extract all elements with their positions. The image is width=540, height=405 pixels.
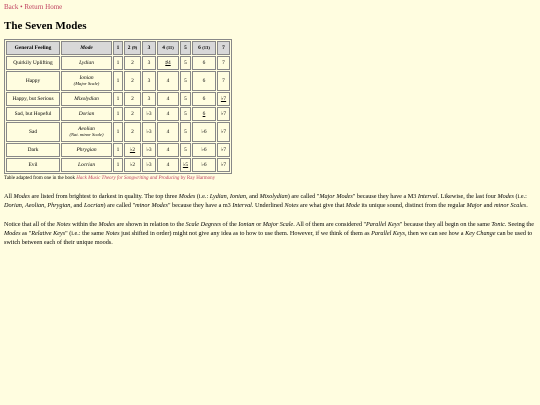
term-relative-keys: Relative Keys <box>31 230 66 237</box>
header-degree-3: 3 <box>142 41 156 55</box>
degree-cell: 4 <box>157 71 179 91</box>
term-modes: Modes <box>13 193 30 200</box>
term-interval: Interval <box>232 202 252 209</box>
degree-cell: 5 <box>180 56 191 70</box>
text: All <box>4 193 12 200</box>
table-row <box>6 92 230 106</box>
text: " because they have a m3 <box>167 202 231 209</box>
mode-cell <box>61 71 112 91</box>
degree-cell: 1 <box>113 143 123 157</box>
text: . Underlined <box>251 202 283 209</box>
header-degree-13-label: (13) <box>202 44 210 50</box>
mode-name: Lydian <box>79 59 94 66</box>
term-lydian: Lydian <box>209 193 227 200</box>
header-degree-6 <box>192 41 216 55</box>
degree-cell: 3 <box>142 71 156 91</box>
header-degree-2-label: 2 <box>127 44 131 51</box>
table-caption <box>4 175 536 182</box>
text: of the <box>222 221 237 228</box>
text: Notice that all of the <box>4 221 55 228</box>
table-row <box>6 56 230 70</box>
feeling-cell: Happy <box>6 71 60 91</box>
characteristic-note: 6 <box>202 110 206 117</box>
degree-cell: 4 <box>157 158 179 172</box>
degree-cell: 6 <box>192 92 216 106</box>
mode-cell <box>61 92 112 106</box>
term-major-modes: Major Modes <box>319 193 353 200</box>
degree-cell: ♭3 <box>142 122 156 142</box>
degree-cell: 2 <box>124 56 141 70</box>
degree-cell: ♭7 <box>217 143 230 157</box>
mode-subtitle: (Nat. minor Scale) <box>69 132 104 138</box>
paragraph-modes-quality <box>4 192 534 210</box>
text: , <box>226 193 229 200</box>
degree-cell: 5 <box>180 143 191 157</box>
text: as " <box>22 230 32 237</box>
header-degree-2 <box>124 41 141 55</box>
degree-cell: 5 <box>180 92 191 106</box>
term-dorian: Dorian <box>4 202 22 209</box>
degree-cell: 4 <box>157 122 179 142</box>
feeling-cell: Dark <box>6 143 60 157</box>
characteristic-note: ♯4 <box>165 59 171 66</box>
degree-cell: 4 <box>157 92 179 106</box>
paragraph-parallel-keys <box>4 220 534 247</box>
table-row <box>6 143 230 157</box>
text: are what give that <box>300 202 345 209</box>
text: , then we can see how a <box>404 230 464 237</box>
degree-cell: ♭7 <box>217 107 230 121</box>
term-major: Major <box>466 202 483 209</box>
text: , and <box>70 202 83 209</box>
term-notes: Notes <box>56 221 71 228</box>
term-modes: Modes <box>4 230 21 237</box>
degree-cell: 2 <box>124 107 141 121</box>
header-degree-6-label: 6 <box>198 44 201 51</box>
text: its unique sound, distinct from the regular <box>361 202 466 209</box>
table-row <box>6 71 230 91</box>
modes-table <box>4 39 232 174</box>
mode-name: Aeolian <box>78 125 95 132</box>
degree-cell: 4 <box>157 107 179 121</box>
text: are listed from brightest to darkest in quality. The top three <box>31 193 178 200</box>
mode-name: Ionian <box>79 74 94 81</box>
nav-bar <box>4 3 536 12</box>
degree-cell: 2 <box>124 122 141 142</box>
term-locrian: Locrian <box>83 202 104 209</box>
book-author: by Ray Harmony <box>180 176 216 181</box>
degree-cell: ♭7 <box>217 158 230 172</box>
mode-subtitle: (Major Scale) <box>73 81 100 87</box>
degree-cell: 3 <box>142 56 156 70</box>
term-notes: Notes <box>284 202 299 209</box>
text: or <box>256 221 262 228</box>
feeling-cell: Sad, but Hopeful <box>6 107 60 121</box>
degree-cell: 5 <box>180 71 191 91</box>
degree-cell: ♭3 <box>142 158 156 172</box>
degree-cell: ♭7 <box>217 122 230 142</box>
text: just shifted in order) might not give any idea as to how to use them. However, if we think of them as <box>121 230 370 237</box>
return-home-link[interactable]: Return Home <box>24 3 63 11</box>
term-tonic: Tonic <box>491 221 505 228</box>
degree-cell: 1 <box>113 71 123 91</box>
degree-cell: 4 <box>157 143 179 157</box>
degree-cell: 7 <box>217 56 230 70</box>
characteristic-note: ♭7 <box>220 95 227 102</box>
text: can be used to switch between each of their unique moods. <box>4 230 533 246</box>
mode-name: Mixolydian <box>74 95 99 102</box>
header-degree-5: 5 <box>180 41 191 55</box>
page-title: The Seven Modes <box>4 20 87 32</box>
text: ) are called " <box>103 202 136 209</box>
degree-cell: 1 <box>113 107 123 121</box>
header-degree-7: 7 <box>217 41 230 55</box>
degree-cell: 7 <box>217 71 230 91</box>
term-phrygian: Phrygian <box>47 202 71 209</box>
table-row <box>6 122 230 142</box>
text: " because they have a M3 <box>352 193 417 200</box>
degree-cell: 2 <box>124 71 141 91</box>
degree-cell: 1 <box>113 158 123 172</box>
header-degree-9-label: (9) <box>131 44 138 50</box>
text: are shown in relation to the <box>116 221 185 228</box>
degree-cell: 5 <box>180 107 191 121</box>
mode-cell <box>61 158 112 172</box>
feeling-cell: Evil <box>6 158 60 172</box>
term-parallel-keys: Parallel Keys <box>371 230 405 237</box>
term-key-change: Key Change <box>465 230 496 237</box>
mode-cell <box>61 143 112 157</box>
feeling-cell: Sad <box>6 122 60 142</box>
degree-cell <box>180 158 191 172</box>
caption-prefix: Table adapted from one in the book <box>4 176 76 181</box>
feeling-cell: Happy, but Serious <box>6 92 60 106</box>
text: " (i.e.: the same <box>65 230 104 237</box>
header-general-feeling: General Feeling <box>6 41 60 55</box>
degree-cell: ♭3 <box>142 143 156 157</box>
text: within the <box>72 221 97 228</box>
book-title-link[interactable]: Hack Music Theory for Songwriting and Producing <box>76 176 180 181</box>
mode-cell <box>61 56 112 70</box>
text: , <box>44 202 46 209</box>
text: and <box>483 202 493 209</box>
term-interval: Interval <box>417 193 438 200</box>
term-modes: Modes <box>178 193 196 200</box>
mode-name: Locrian <box>77 161 96 168</box>
mode-cell <box>61 107 112 121</box>
degree-cell: 1 <box>113 92 123 106</box>
term-major-scale: Major Scale <box>262 221 294 228</box>
table-row <box>6 107 230 121</box>
term-modes: Modes <box>497 193 514 200</box>
text: ) are called " <box>287 193 320 200</box>
degree-cell: 1 <box>113 122 123 142</box>
degree-cell: 6 <box>192 56 216 70</box>
header-degree-1: 1 <box>113 41 123 55</box>
text: , <box>21 202 24 209</box>
text: . <box>526 202 528 209</box>
feeling-cell: Quirkily Uplifting <box>6 56 60 70</box>
degree-cell <box>124 143 141 157</box>
term-parallel-keys: Parallel Keys <box>366 221 400 228</box>
term-minor-modes: minor Modes <box>135 202 168 209</box>
degree-cell: ♭6 <box>192 122 216 142</box>
degree-cell: ♭3 <box>142 107 156 121</box>
term-modes: Modes <box>98 221 116 228</box>
degree-cell: 1 <box>113 56 123 70</box>
degree-cell: 6 <box>192 71 216 91</box>
header-mode: Mode <box>61 41 112 55</box>
term-ionian: Ionian <box>229 193 246 200</box>
text: " because they all begin on the same <box>399 221 490 228</box>
degree-cell: 5 <box>180 122 191 142</box>
degree-cell: ♭6 <box>192 143 216 157</box>
characteristic-note: ♭2 <box>129 146 136 153</box>
term-scale-degrees: Scale Degrees <box>185 221 221 228</box>
header-degree-11-label: (11) <box>166 44 174 50</box>
header-degree-4 <box>157 41 179 55</box>
term-ionian: Ionian <box>238 221 255 228</box>
table-row <box>6 158 230 172</box>
degree-cell <box>217 92 230 106</box>
degree-cell: ♭6 <box>192 158 216 172</box>
text: . All of them are considered " <box>293 221 366 228</box>
degree-cell <box>192 107 216 121</box>
term-mode: Mode <box>345 202 360 209</box>
back-link[interactable]: Back <box>4 3 19 11</box>
text: , and <box>245 193 259 200</box>
term-minor-scales: minor Scales <box>494 202 527 209</box>
characteristic-note: ♭5 <box>182 161 189 168</box>
degree-cell: 3 <box>142 92 156 106</box>
term-notes: Notes <box>105 230 120 237</box>
mode-cell <box>61 122 112 142</box>
text: . Seeing the <box>504 221 534 228</box>
table-header-row <box>6 41 230 55</box>
header-degree-4-label: 4 <box>162 44 165 51</box>
term-aeolian: Aeolian <box>24 202 45 209</box>
text: (i.e.: <box>196 193 209 200</box>
text: (i.e.: <box>515 193 527 200</box>
term-mixolydian: Mixolydian <box>259 193 288 200</box>
degree-cell: ♭2 <box>124 158 141 172</box>
mode-name: Phrygian <box>76 146 97 153</box>
degree-cell <box>157 56 179 70</box>
mode-name: Dorian <box>78 110 95 117</box>
degree-cell: 2 <box>124 92 141 106</box>
text: . Likewise, the last four <box>437 193 496 200</box>
nav-separator: • <box>20 3 23 11</box>
